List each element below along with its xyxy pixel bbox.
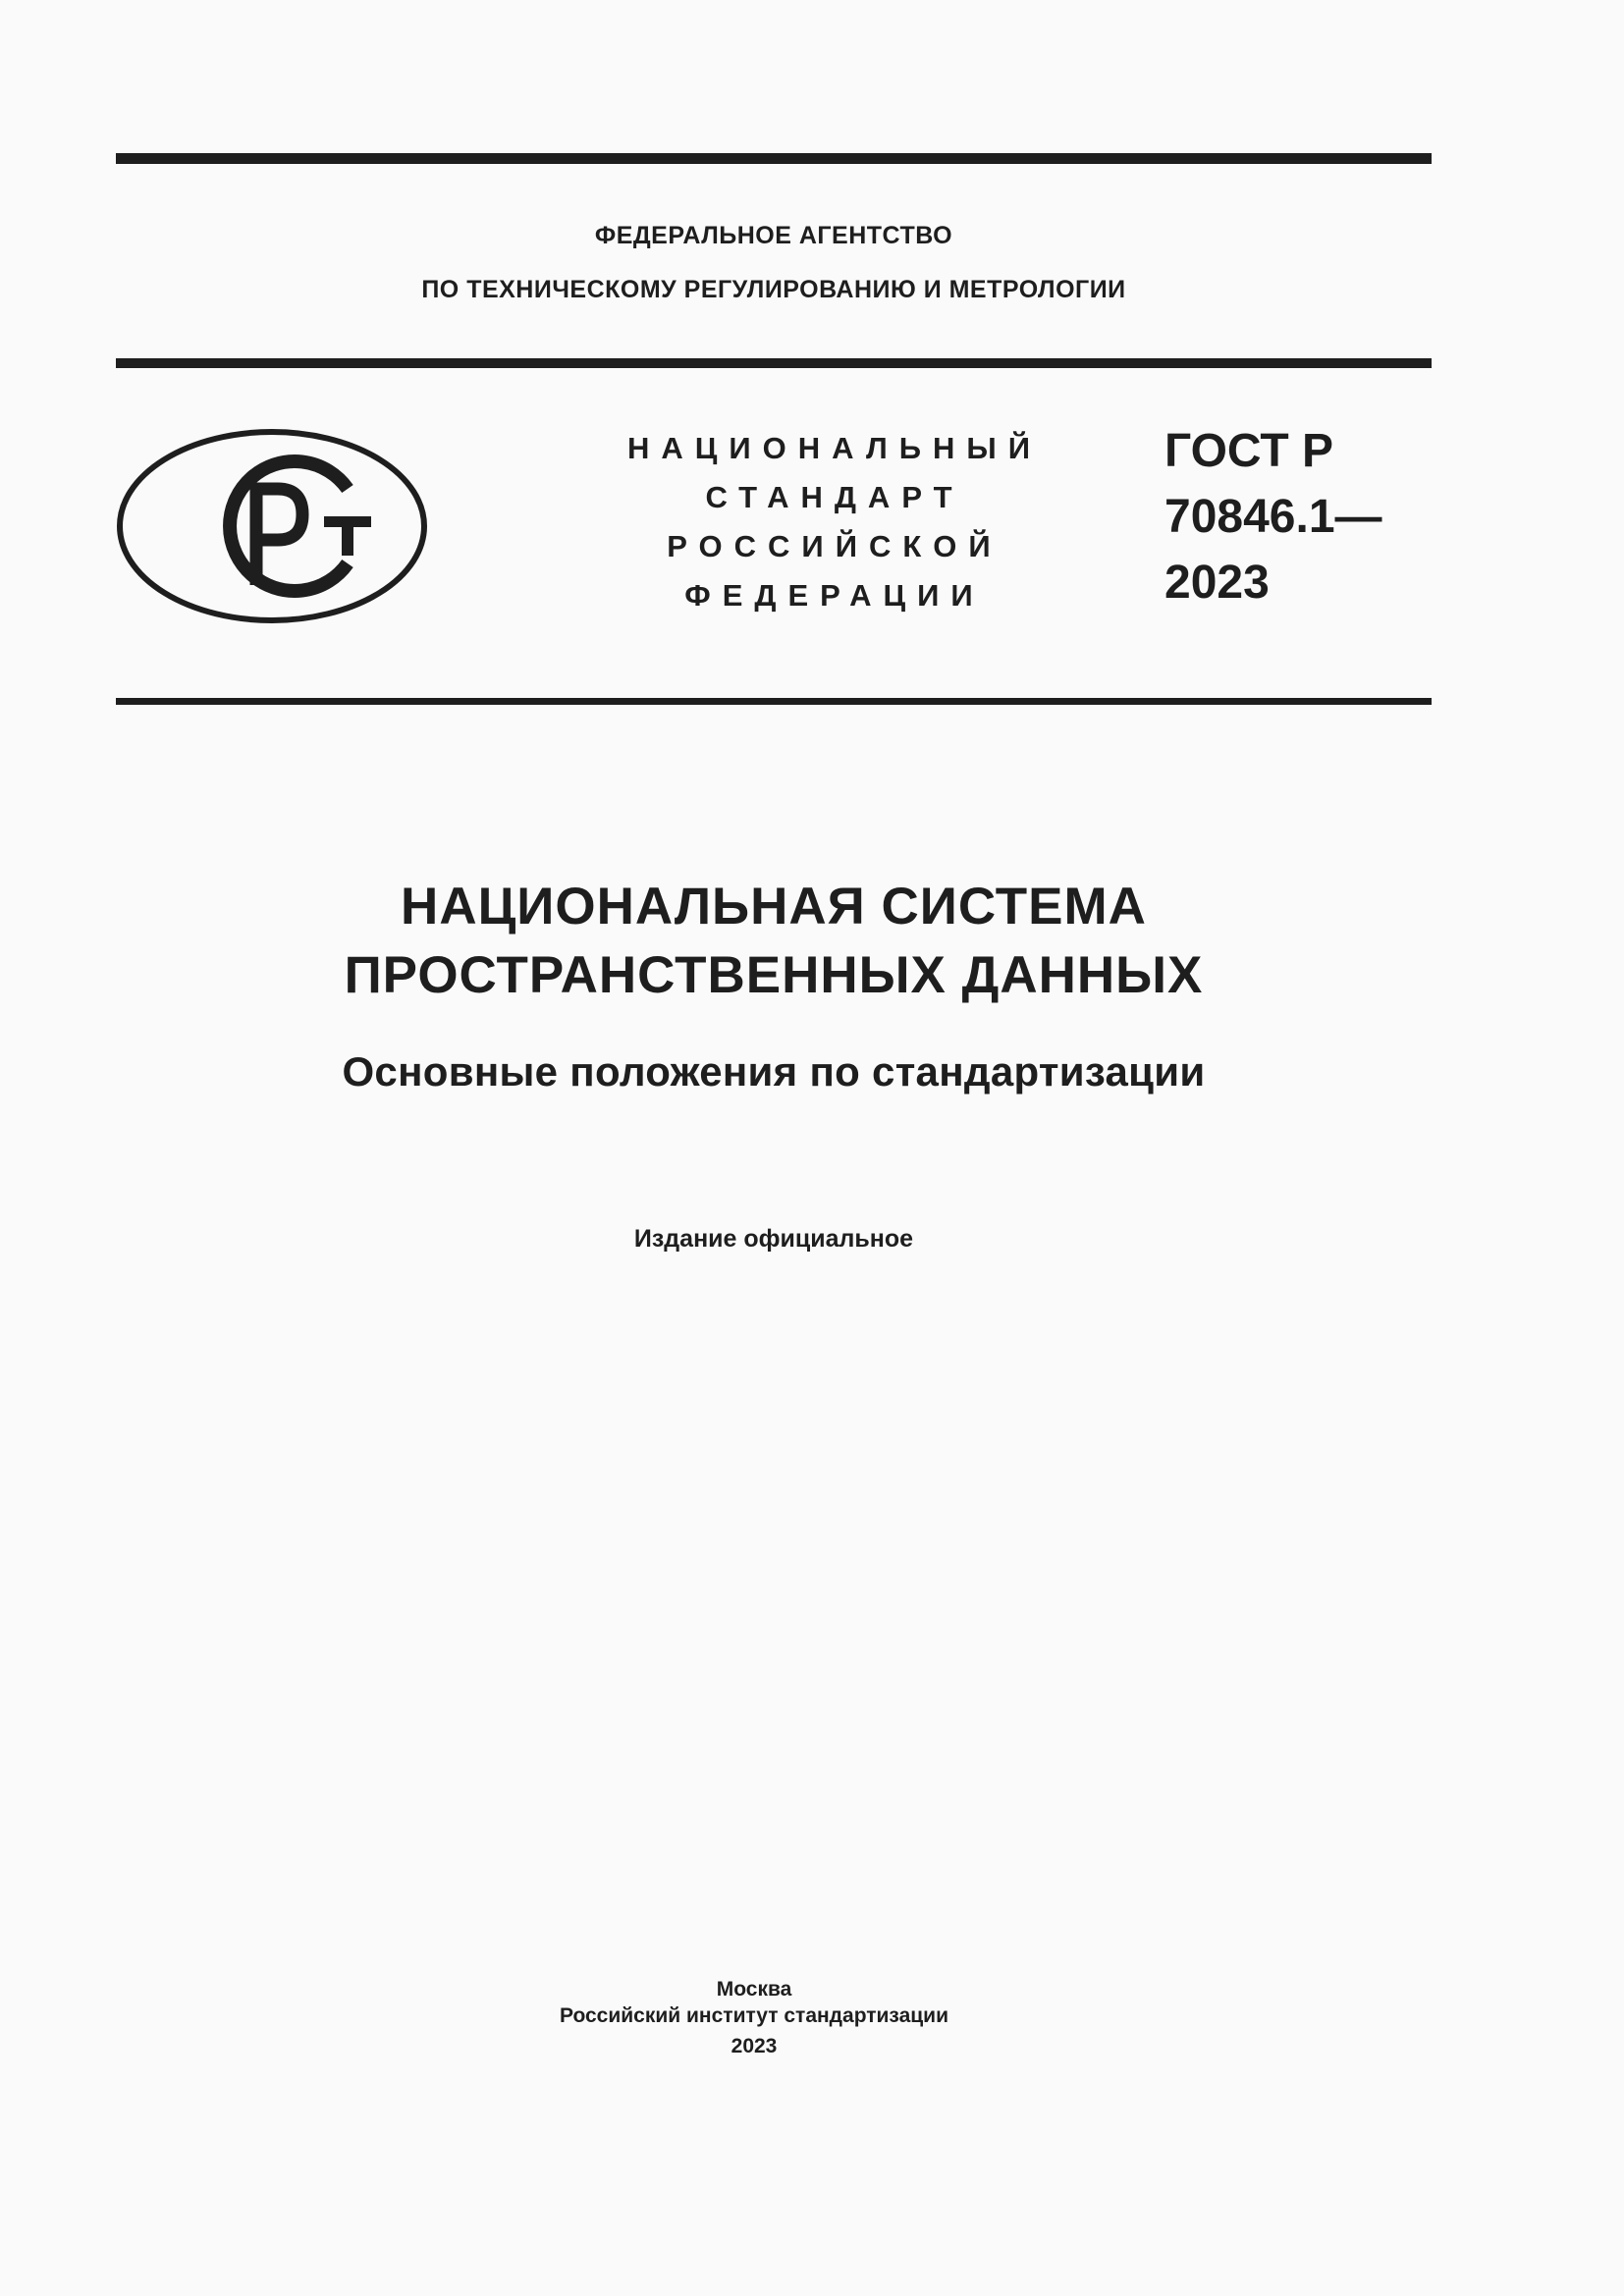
natstd-line-4: ФЕДЕРАЦИИ <box>684 578 985 613</box>
natstd-line-1: НАЦИОНАЛЬНЫЙ <box>626 431 1043 465</box>
document-title-line-2: ПРОСТРАНСТВЕННЫХ ДАННЫХ <box>344 946 1204 1004</box>
publisher-year: 2023 <box>731 2035 778 2057</box>
designation-line-2: 70846.1— <box>1164 491 1382 543</box>
natstd-line-3: РОССИЙСКОЙ <box>667 529 1002 563</box>
header-rule <box>116 358 1432 368</box>
rst-logo-icon <box>116 428 428 624</box>
agency-line-2: ПО ТЕХНИЧЕСКОМУ РЕГУЛИРОВАНИЮ И МЕТРОЛОГИИ <box>421 276 1126 303</box>
agency-line-1: ФЕДЕРАЛЬНОЕ АГЕНТСТВО <box>594 222 953 249</box>
document-title-line-1: НАЦИОНАЛЬНАЯ СИСТЕМА <box>401 878 1147 935</box>
designation-line-3: 2023 <box>1164 557 1270 609</box>
document-subtitle: Основные положения по стандартизации <box>342 1048 1206 1095</box>
top-rule <box>116 153 1432 164</box>
natstd-line-2: СТАНДАРТ <box>705 480 964 514</box>
standard-designation <box>1164 418 1382 615</box>
publisher-city: Москва <box>716 1978 792 2001</box>
publisher-institute: Российский институт стандартизации <box>559 2004 949 2027</box>
section-rule <box>116 698 1432 705</box>
designation-line-1: ГОСТ Р <box>1164 425 1334 477</box>
edition-label: Издание официальное <box>633 1225 914 1253</box>
national-standard-label <box>589 424 1080 620</box>
